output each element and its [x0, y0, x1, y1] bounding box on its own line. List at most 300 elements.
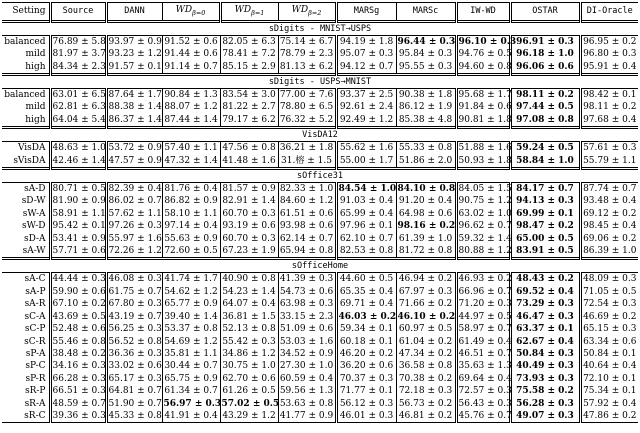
table-cell: 79.17 ± 6.2	[220, 114, 278, 128]
table-cell: 62.10 ± 0.7	[336, 233, 396, 245]
table-cell: 96.62 ± 0.7	[456, 220, 510, 232]
table-cell: 72.57 ± 0.3	[456, 385, 510, 397]
table-cell: 59.90 ± 0.6	[50, 286, 106, 298]
table-cell: 39.40 ± 1.4	[162, 311, 220, 323]
table-row	[2, 155, 638, 169]
table-cell: 63.01 ± 6.5	[50, 89, 106, 102]
table-cell: 62.14 ± 0.7	[278, 233, 336, 245]
table-cell: 63.02 ± 1.0	[456, 208, 510, 220]
table-row	[2, 220, 638, 232]
table-cell: 69.99 ± 0.1	[510, 208, 580, 220]
table-cell: 65.35 ± 0.4	[336, 286, 396, 298]
table-cell: 48.43 ± 0.2	[510, 273, 580, 286]
table-cell: 61.26 ± 0.5	[220, 385, 278, 397]
table-cell: 69.06 ± 0.2	[583, 233, 637, 244]
table-cell: 67.97 ± 0.3	[396, 286, 456, 298]
table-row	[2, 311, 638, 323]
row-setting: sA-P	[2, 286, 50, 298]
table-cell: 59.56 ± 1.3	[278, 385, 336, 397]
row-setting: sVisDA	[2, 155, 50, 169]
table-cell: 91.84 ± 0.6	[456, 101, 510, 113]
table-cell: 60.97 ± 0.5	[396, 323, 456, 335]
table-cell: 46.01 ± 0.3	[336, 410, 396, 423]
table-cell: 88.38 ± 1.4	[106, 101, 162, 113]
row-setting: sP-R	[2, 373, 50, 385]
table-cell: 96.44 ± 0.3	[397, 36, 456, 47]
results-table-container	[2, 2, 638, 423]
table-cell: 86.82 ± 0.9	[162, 195, 220, 207]
section-title: sDigits - MNIST→USPS	[2, 21, 638, 35]
table-cell: 83.91 ± 0.5	[510, 245, 580, 259]
header-wd-sub: β=2	[308, 8, 322, 17]
table-cell: 82.91 ± 1.4	[220, 195, 278, 207]
table-cell: 46.69 ± 0.2	[583, 311, 637, 322]
table-cell: 81.22 ± 2.7	[220, 101, 278, 113]
table-cell: 49.07 ± 0.3	[510, 410, 580, 423]
table-cell: 65.75 ± 0.9	[162, 373, 220, 385]
header-row	[2, 3, 638, 22]
table-cell: 98.42 ± 0.1	[583, 90, 637, 101]
table-cell: 92.61 ± 2.4	[336, 101, 396, 113]
table-cell: 78.80 ± 6.5	[278, 101, 336, 113]
table-cell: 57.61 ± 0.3	[583, 143, 637, 154]
table-cell: 39.36 ± 0.3	[50, 410, 106, 423]
table-cell: 61.49 ± 0.4	[456, 336, 510, 348]
row-setting: sP-A	[2, 348, 50, 360]
table-cell: 93.23 ± 1.2	[106, 48, 162, 60]
table-cell: 27.30 ± 1.0	[278, 360, 336, 372]
table-cell: 71.66 ± 0.2	[396, 298, 456, 310]
table-cell: 50.84 ± 0.1	[583, 348, 637, 359]
table-cell: 54.73 ± 0.6	[278, 286, 336, 298]
table-cell: 91.20 ± 0.4	[396, 195, 456, 207]
table-cell: 65.17 ± 0.3	[106, 373, 162, 385]
table-cell: 42.46 ± 1.4	[50, 155, 106, 169]
table-cell: 97.14 ± 0.4	[162, 220, 220, 232]
table-cell: 55.79 ± 1.1	[583, 155, 637, 166]
table-cell: 55.62 ± 1.6	[336, 142, 396, 155]
table-cell: 60.18 ± 0.1	[336, 336, 396, 348]
table-cell: 72.26 ± 1.2	[106, 245, 162, 259]
table-cell: 43.69 ± 0.5	[50, 311, 106, 323]
header-setting: Setting	[2, 3, 50, 22]
table-cell: 78.79 ± 2.3	[278, 48, 336, 60]
row-setting: sC-P	[2, 323, 50, 335]
section-header-row	[2, 21, 638, 35]
table-cell: 51.88 ± 1.6	[456, 142, 510, 155]
table-cell: 96.10 ± 0.3	[456, 35, 510, 48]
table-cell: 31.榕 ± 1.5	[278, 155, 336, 169]
table-row	[2, 101, 638, 113]
table-cell: 95.68 ± 1.7	[456, 89, 510, 102]
table-cell: 67.10 ± 0.2	[50, 298, 106, 310]
table-cell: 51.09 ± 0.6	[278, 323, 336, 335]
table-row	[2, 245, 638, 259]
row-setting: sR-C	[2, 410, 50, 423]
table-cell: 56.52 ± 0.8	[106, 336, 162, 348]
table-cell: 47.86 ± 0.2	[580, 410, 638, 423]
table-cell: 96.06 ± 0.6	[510, 61, 580, 75]
table-cell: 50.84 ± 0.3	[510, 348, 580, 360]
table-cell: 53.72 ± 0.9	[106, 142, 162, 155]
table-cell: 58.97 ± 0.7	[456, 323, 510, 335]
table-cell: 52.13 ± 0.8	[220, 323, 278, 335]
table-cell: 46.08 ± 0.3	[106, 273, 162, 286]
table-cell: 57.40 ± 1.1	[162, 142, 220, 155]
table-cell: 36.21 ± 1.8	[278, 142, 336, 155]
table-cell: 81.57 ± 0.9	[220, 183, 278, 196]
table-cell: 56.97 ± 0.3	[163, 398, 222, 409]
table-cell: 43.29 ± 1.2	[220, 410, 278, 423]
table-cell: 34.16 ± 0.3	[50, 360, 106, 372]
table-cell: 44.97 ± 0.5	[456, 311, 510, 323]
table-cell: 80.71 ± 0.5	[50, 183, 106, 196]
table-cell: 86.02 ± 0.7	[106, 195, 162, 207]
table-cell: 91.14 ± 0.7	[162, 61, 220, 75]
table-cell: 93.98 ± 0.6	[278, 220, 336, 232]
table-cell: 96.18 ± 1.0	[510, 48, 580, 60]
row-setting: VisDA	[2, 142, 50, 155]
table-cell: 56.43 ± 0.3	[456, 398, 510, 410]
row-setting: sR-P	[2, 385, 50, 397]
table-cell: 82.53 ± 0.8	[336, 245, 396, 259]
table-cell: 34.86 ± 1.2	[220, 348, 278, 360]
table-cell: 62.70 ± 0.6	[220, 373, 278, 385]
table-cell: 84.17 ± 0.7	[510, 183, 580, 196]
table-row	[2, 398, 638, 410]
table-cell: 36.58 ± 0.8	[396, 360, 456, 372]
table-row	[2, 360, 638, 372]
table-cell: 53.41 ± 0.9	[50, 233, 106, 245]
table-cell: 73.29 ± 0.3	[510, 298, 580, 310]
table-cell: 63.34 ± 0.6	[583, 336, 637, 347]
table-cell: 40.64 ± 0.4	[583, 361, 637, 372]
table-cell: 45.76 ± 0.7	[456, 410, 510, 423]
header-source: Source	[50, 3, 106, 22]
table-row	[2, 233, 638, 245]
table-cell: 36.36 ± 0.3	[106, 348, 162, 360]
table-cell: 98.11 ± 0.2	[583, 102, 637, 113]
table-cell: 67.80 ± 0.3	[106, 298, 162, 310]
table-cell: 53.03 ± 1.6	[278, 336, 336, 348]
table-row	[2, 410, 638, 423]
table-cell: 69.71 ± 0.4	[336, 298, 396, 310]
table-cell: 80.88 ± 1.2	[456, 245, 510, 259]
table-row	[2, 273, 638, 286]
table-cell: 81.72 ± 0.8	[396, 245, 456, 259]
table-cell: 97.68 ± 0.4	[583, 114, 637, 125]
table-cell: 51.90 ± 0.7	[106, 398, 162, 410]
table-row	[2, 195, 638, 207]
header-ostar: OSTAR	[510, 3, 580, 22]
row-setting: sA-W	[2, 245, 50, 259]
table-cell: 65.00 ± 0.5	[510, 233, 580, 245]
table-cell: 41.48 ± 1.6	[220, 155, 278, 169]
table-cell: 53.37 ± 0.8	[162, 323, 220, 335]
table-cell: 58.84 ± 1.0	[510, 155, 580, 169]
table-row	[2, 348, 638, 360]
header-wd-b0	[162, 3, 220, 22]
table-cell: 97.44 ± 0.5	[510, 101, 580, 113]
table-cell: 41.91 ± 0.4	[162, 410, 220, 423]
table-cell: 59.32 ± 1.4	[456, 233, 510, 245]
table-row	[2, 336, 638, 348]
table-cell: 85.15 ± 2.9	[220, 61, 278, 75]
table-cell: 40.49 ± 0.3	[510, 360, 580, 372]
table-cell: 95.55 ± 0.3	[396, 61, 456, 75]
table-cell: 69.64 ± 0.4	[456, 373, 510, 385]
table-cell: 98.47 ± 0.2	[510, 220, 580, 232]
row-setting: sR-A	[2, 398, 50, 410]
table-cell: 91.57 ± 0.1	[106, 61, 162, 75]
table-cell: 46.47 ± 0.3	[510, 311, 580, 323]
table-cell: 95.42 ± 0.1	[50, 220, 106, 232]
table-cell: 72.10 ± 0.1	[583, 373, 637, 384]
results-body	[2, 21, 638, 423]
table-cell: 90.75 ± 1.2	[456, 195, 510, 207]
header-di-oracle: DI-Oracle	[580, 3, 638, 22]
table-cell: 65.15 ± 0.3	[583, 324, 637, 335]
table-cell: 87.64 ± 1.7	[106, 89, 162, 102]
table-cell: 56.28 ± 0.3	[510, 398, 580, 410]
table-cell: 95.07 ± 0.3	[336, 48, 396, 60]
table-cell: 72.18 ± 0.3	[396, 385, 456, 397]
table-row	[2, 89, 638, 102]
table-cell: 75.58 ± 0.2	[510, 385, 580, 397]
table-cell: 71.77 ± 0.1	[336, 385, 396, 397]
table-cell: 48.09 ± 0.3	[583, 274, 637, 285]
table-cell: 59.24 ± 0.5	[510, 142, 580, 155]
table-cell: 52.48 ± 0.6	[50, 323, 106, 335]
table-cell: 98.11 ± 0.2	[510, 89, 580, 102]
row-setting: sW-D	[2, 220, 50, 232]
row-setting: mild	[2, 101, 50, 113]
table-cell: 92.49 ± 1.2	[336, 114, 396, 128]
table-cell: 58.91 ± 1.1	[50, 208, 106, 220]
table-cell: 53.63 ± 0.8	[278, 398, 336, 410]
table-cell: 61.39 ± 1.0	[396, 233, 456, 245]
table-cell: 71.05 ± 0.5	[583, 286, 637, 297]
table-cell: 82.33 ± 1.0	[278, 183, 336, 196]
header-wd-b1	[220, 3, 278, 22]
table-cell: 91.52 ± 0.6	[162, 35, 220, 48]
header-wd-label: WD	[234, 5, 252, 15]
row-setting: sA-C	[2, 273, 50, 286]
row-setting: balanced	[2, 89, 50, 102]
section-title: sOffice31	[2, 169, 638, 183]
table-cell: 98.45 ± 0.4	[583, 221, 637, 232]
row-setting: sC-R	[2, 336, 50, 348]
table-cell: 84.60 ± 1.2	[278, 195, 336, 207]
table-cell: 62.81 ± 6.3	[50, 101, 106, 113]
section-header-row	[2, 128, 638, 142]
table-cell: 34.52 ± 0.9	[278, 348, 336, 360]
table-cell: 63.37 ± 0.1	[510, 323, 580, 335]
table-cell: 33.15 ± 2.3	[278, 311, 336, 323]
header-wd-label: WD	[291, 5, 309, 15]
section-title: sDigits - USPS→MNIST	[2, 75, 638, 89]
table-cell: 51.86 ± 2.0	[396, 155, 456, 169]
table-cell: 57.92 ± 0.4	[583, 398, 637, 409]
table-cell: 63.98 ± 0.3	[278, 298, 336, 310]
table-cell: 75.34 ± 0.1	[583, 386, 637, 397]
row-setting: sA-R	[2, 298, 50, 310]
table-cell: 30.44 ± 0.7	[162, 360, 220, 372]
table-cell: 64.98 ± 0.6	[396, 208, 456, 220]
table-cell: 94.19 ± 1.8	[336, 35, 396, 48]
table-row	[2, 385, 638, 397]
table-cell: 96.95 ± 0.2	[583, 36, 637, 47]
table-cell: 35.63 ± 1.3	[456, 360, 510, 372]
table-cell: 98.16 ± 0.2	[397, 221, 456, 232]
table-cell: 44.60 ± 0.5	[336, 273, 396, 286]
table-cell: 95.91 ± 0.4	[583, 61, 637, 72]
table-cell: 76.32 ± 5.2	[278, 114, 336, 128]
table-cell: 48.63 ± 1.0	[50, 142, 106, 155]
table-cell: 54.23 ± 1.4	[220, 286, 278, 298]
row-setting: sD-A	[2, 233, 50, 245]
table-cell: 55.63 ± 0.9	[162, 233, 220, 245]
table-cell: 91.44 ± 0.6	[162, 48, 220, 60]
table-row	[2, 208, 638, 220]
table-cell: 84.10 ± 0.8	[397, 184, 456, 195]
table-row	[2, 61, 638, 75]
results-table	[2, 2, 638, 423]
table-cell: 81.97 ± 3.7	[50, 48, 106, 60]
table-cell: 61.51 ± 0.6	[278, 208, 336, 220]
table-cell: 88.07 ± 1.2	[162, 101, 220, 113]
row-setting: sD-W	[2, 195, 50, 207]
table-cell: 66.28 ± 0.3	[50, 373, 106, 385]
table-cell: 81.13 ± 6.2	[278, 61, 336, 75]
table-cell: 60.59 ± 0.4	[278, 373, 336, 385]
table-cell: 93.37 ± 2.5	[336, 89, 396, 102]
table-cell: 61.04 ± 0.2	[396, 336, 456, 348]
table-cell: 47.32 ± 1.4	[162, 155, 220, 169]
table-row	[2, 183, 638, 196]
table-cell: 90.84 ± 1.3	[162, 89, 220, 102]
header-dann: DANN	[106, 3, 162, 22]
table-cell: 47.34 ± 0.2	[396, 348, 456, 360]
table-cell: 50.93 ± 1.8	[456, 155, 510, 169]
table-cell: 78.41 ± 7.2	[220, 48, 278, 60]
table-cell: 46.94 ± 0.2	[396, 273, 456, 286]
table-cell: 46.10 ± 0.2	[397, 311, 456, 322]
table-cell: 61.75 ± 0.7	[106, 286, 162, 298]
table-row	[2, 298, 638, 310]
table-cell: 62.67 ± 0.4	[510, 336, 580, 348]
table-cell: 65.99 ± 0.4	[336, 208, 396, 220]
row-setting: sC-A	[2, 311, 50, 323]
table-cell: 83.54 ± 3.0	[220, 89, 278, 102]
row-setting: sW-A	[2, 208, 50, 220]
table-cell: 46.81 ± 0.2	[396, 410, 456, 423]
table-cell: 86.37 ± 1.4	[106, 114, 162, 128]
table-cell: 67.23 ± 1.9	[220, 245, 278, 259]
row-setting: balanced	[2, 35, 50, 48]
table-cell: 76.89 ± 5.8	[50, 35, 106, 48]
table-cell: 60.70 ± 0.3	[220, 233, 278, 245]
table-cell: 93.97 ± 0.9	[106, 35, 162, 48]
table-cell: 57.71 ± 0.6	[50, 245, 106, 259]
table-cell: 66.96 ± 0.7	[456, 286, 510, 298]
table-cell: 73.93 ± 0.3	[510, 373, 580, 385]
table-cell: 47.56 ± 0.8	[220, 142, 278, 155]
table-row	[2, 142, 638, 155]
table-cell: 82.39 ± 0.4	[106, 183, 162, 196]
table-cell: 94.76 ± 0.5	[456, 48, 510, 60]
table-cell: 54.69 ± 1.2	[162, 336, 220, 348]
header-wd-b2	[278, 3, 336, 22]
table-cell: 36.20 ± 0.6	[336, 360, 396, 372]
table-cell: 41.77 ± 0.9	[278, 410, 336, 423]
table-cell: 70.38 ± 0.2	[396, 373, 456, 385]
table-cell: 61.34 ± 0.7	[162, 385, 220, 397]
table-cell: 59.34 ± 0.1	[336, 323, 396, 335]
table-cell: 46.93 ± 0.2	[456, 273, 510, 286]
table-cell: 69.12 ± 0.2	[583, 208, 637, 219]
table-cell: 87.44 ± 1.4	[162, 114, 220, 128]
table-cell: 47.57 ± 0.9	[106, 155, 162, 169]
row-setting: sP-C	[2, 360, 50, 372]
table-cell: 97.26 ± 0.3	[106, 220, 162, 232]
table-cell: 72.60 ± 0.5	[162, 245, 220, 259]
table-cell: 96.80 ± 0.3	[583, 49, 637, 60]
table-cell: 91.03 ± 0.4	[336, 195, 396, 207]
table-cell: 82.05 ± 6.3	[220, 35, 278, 48]
table-cell: 72.54 ± 0.3	[583, 299, 637, 310]
table-cell: 97.08 ± 0.8	[510, 114, 580, 128]
table-cell: 94.13 ± 0.3	[510, 195, 580, 207]
table-cell: 97.96 ± 0.1	[336, 220, 396, 232]
table-cell: 46.51 ± 0.7	[456, 348, 510, 360]
header-iwwd: IW-WD	[456, 3, 510, 22]
table-cell: 69.52 ± 0.4	[510, 286, 580, 298]
row-setting: mild	[2, 48, 50, 60]
header-wd-label: WD	[175, 5, 193, 15]
table-cell: 55.00 ± 1.7	[336, 155, 396, 169]
table-cell: 56.25 ± 0.3	[106, 323, 162, 335]
row-setting: high	[2, 61, 50, 75]
table-cell: 55.33 ± 0.8	[396, 142, 456, 155]
table-cell: 81.90 ± 0.9	[50, 195, 106, 207]
table-cell: 84.05 ± 1.5	[456, 183, 510, 196]
table-cell: 46.03 ± 0.2	[336, 311, 396, 323]
table-cell: 56.12 ± 0.3	[336, 398, 396, 410]
table-cell: 45.33 ± 0.8	[106, 410, 162, 423]
table-cell: 54.62 ± 1.2	[162, 286, 220, 298]
table-cell: 84.54 ± 1.0	[336, 183, 396, 196]
table-cell: 64.81 ± 0.7	[106, 385, 162, 397]
table-cell: 57.02 ± 0.5	[221, 398, 280, 409]
table-cell: 64.04 ± 5.4	[50, 114, 106, 128]
table-cell: 33.02 ± 0.6	[106, 360, 162, 372]
table-cell: 41.39 ± 0.3	[278, 273, 336, 286]
table-row	[2, 323, 638, 335]
table-cell: 95.84 ± 0.3	[396, 48, 456, 60]
table-cell: 81.76 ± 0.4	[162, 183, 220, 196]
row-setting: high	[2, 114, 50, 128]
table-cell: 60.70 ± 0.3	[220, 208, 278, 220]
table-cell: 77.00 ± 7.6	[278, 89, 336, 102]
table-cell: 55.42 ± 0.3	[220, 336, 278, 348]
table-cell: 58.10 ± 1.1	[162, 208, 220, 220]
table-cell: 38.48 ± 0.2	[50, 348, 106, 360]
table-cell: 94.12 ± 0.7	[336, 61, 396, 75]
section-title: VisDA12	[2, 128, 638, 142]
table-row	[2, 48, 638, 60]
table-cell: 56.73 ± 0.2	[396, 398, 456, 410]
